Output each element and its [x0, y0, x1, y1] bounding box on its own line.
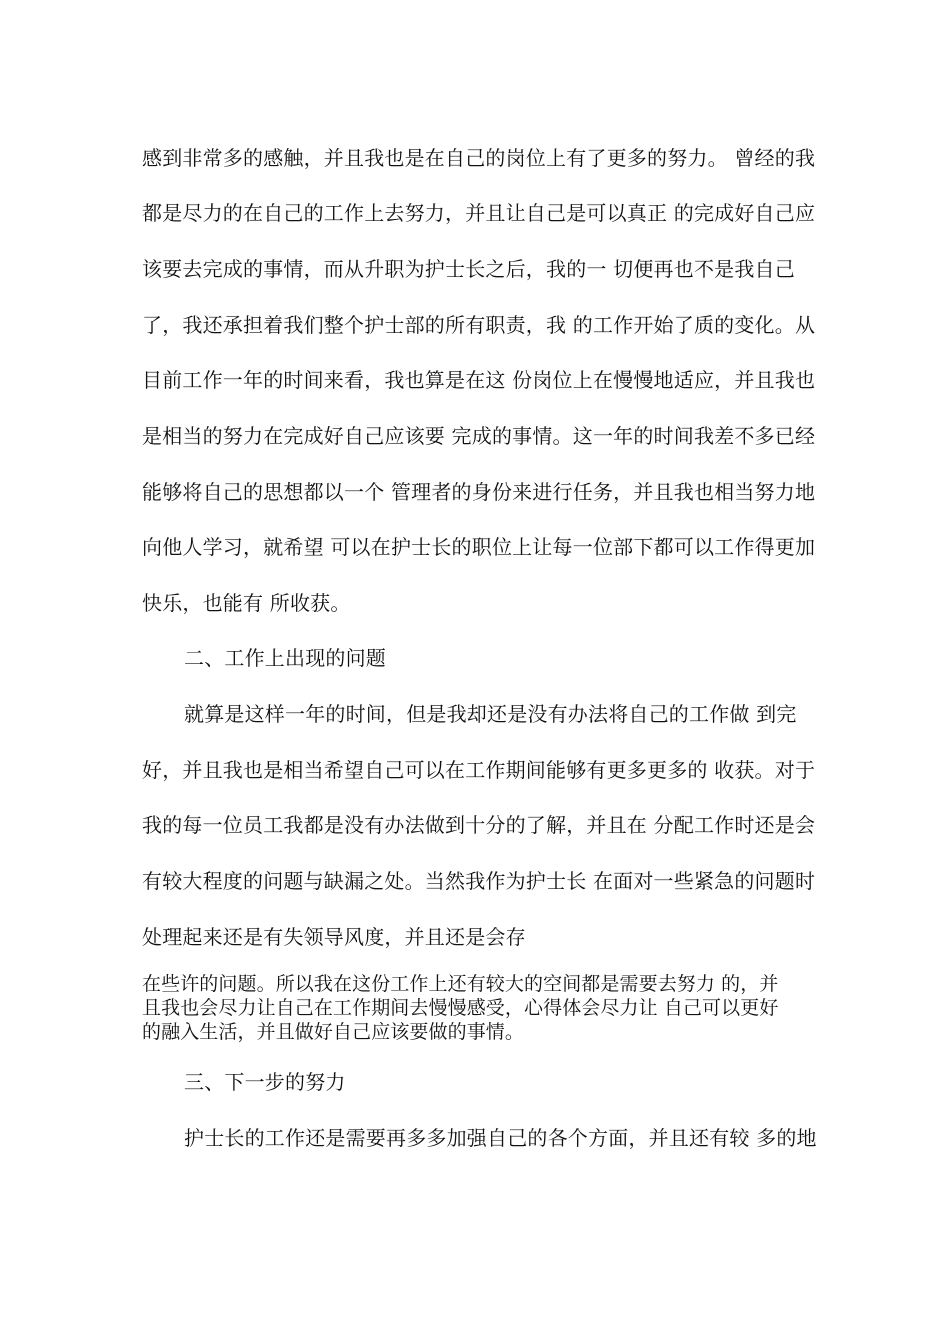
paragraph-line: 了，我还承担着我们整个护士部的所有职责，我 的工作开始了质的变化。从 — [142, 313, 816, 337]
paragraph-line: 有较大程度的问题与缺漏之处。当然我作为护士长 在面对一些紧急的问题时 — [142, 869, 816, 893]
paragraph-line: 是相当的努力在完成好自己应该要 完成的事情。这一年的时间我差不多已经 — [142, 424, 816, 448]
paragraph-line: 好，并且我也是相当希望自己可以在工作期间能够有更多更多的 收获。对于 — [142, 758, 816, 782]
paragraph-line: 就算是这样一年的时间，但是我却还是没有办法将自己的工作做 到完 — [184, 702, 797, 726]
paragraph-line: 目前工作一年的时间来看，我也算是在这 份岗位上在慢慢地适应，并且我也 — [142, 368, 816, 392]
paragraph-line: 该要去完成的事情，而从升职为护士长之后，我的一 切便再也不是我自己 — [142, 257, 795, 281]
paragraph-line: 的融入生活，并且做好自己应该要做的事情。 — [142, 1021, 525, 1043]
section-heading: 三、下一步的努力 — [184, 1070, 346, 1094]
paragraph-line: 向他人学习，就希望 可以在护士长的职位上让每一位部下都可以工作得更加 — [142, 535, 816, 559]
paragraph-line: 处理起来还是有失领导风度，并且还是会存 — [142, 925, 526, 949]
paragraph-line: 且我也会尽力让自己在工作期间去慢慢感受，心得体会尽力让 自己可以更好 — [142, 997, 779, 1019]
paragraph-line: 在些许的问题。所以我在这份工作上还有较大的空间都是需要去努力 的，并 — [142, 973, 779, 995]
paragraph-line: 护士长的工作还是需要再多多加强自己的各个方面，并且还有较 多的地 — [184, 1126, 817, 1150]
paragraph-line: 我的每一位员工我都是没有办法做到十分的了解，并且在 分配工作时还是会 — [142, 813, 816, 837]
paragraph-line: 感到非常多的感触，并且我也是在自己的岗位上有了更多的努力。 曾经的我 — [142, 146, 816, 170]
paragraph-line: 能够将自己的思想都以一个 管理者的身份来进行任务，并且我也相当努力地 — [142, 480, 816, 504]
section-heading: 二、工作上出现的问题 — [184, 646, 386, 670]
paragraph-line: 都是尽力的在自己的工作上去努力，并且让自己是可以真正 的完成好自己应 — [142, 201, 816, 225]
paragraph-line: 快乐，也能有 所收获。 — [142, 591, 351, 615]
